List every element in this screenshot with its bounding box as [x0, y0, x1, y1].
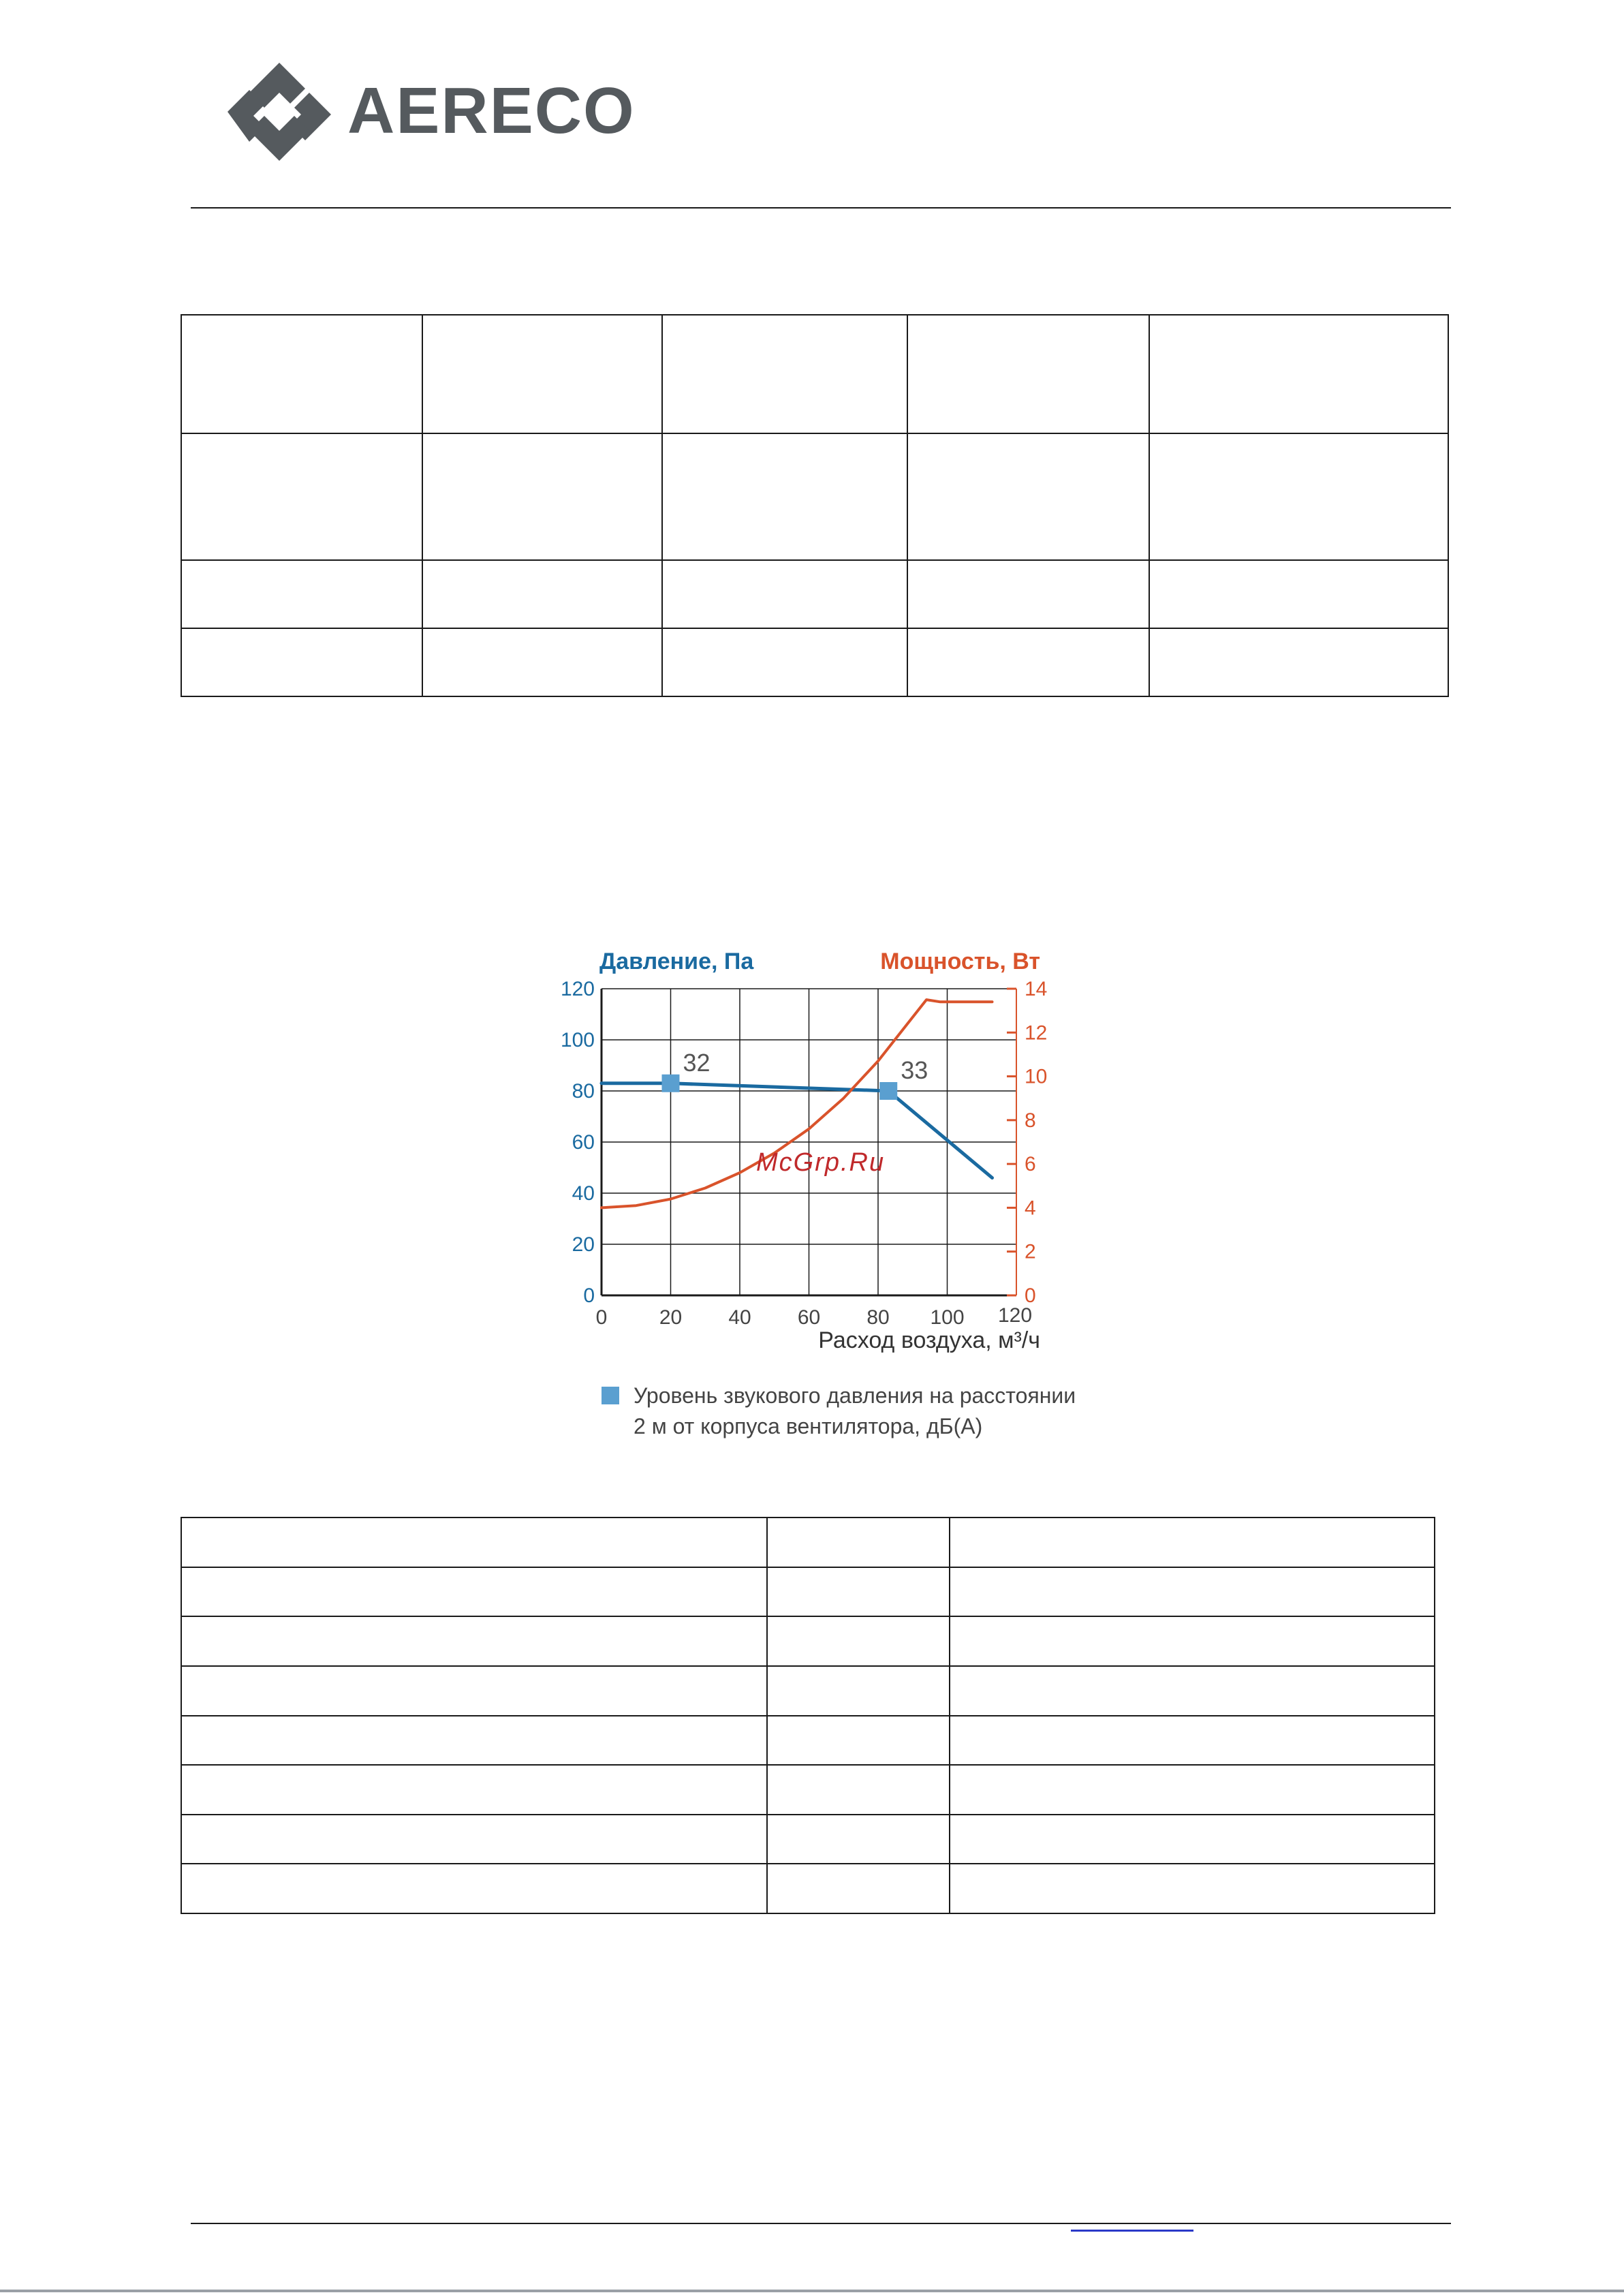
bottom-table — [181, 1517, 1435, 1914]
table-cell — [181, 1518, 767, 1567]
y-right-tick-label: 0 — [1025, 1284, 1036, 1307]
table-cell — [767, 1518, 950, 1567]
x-tick-label: 40 — [728, 1306, 751, 1329]
x-tick-label: 20 — [659, 1306, 683, 1329]
table-cell — [181, 560, 422, 628]
legend-swatch — [602, 1387, 619, 1404]
table-cell — [950, 1765, 1435, 1815]
header-divider — [191, 207, 1451, 209]
x-tick-label: 80 — [866, 1306, 890, 1329]
chart-markers — [662, 1049, 928, 1100]
chart-title-right: Мощность, Вт — [880, 949, 1040, 974]
x-tick-label: 120 — [997, 1304, 1033, 1327]
chart-title-left: Давление, Па — [599, 949, 754, 974]
table-cell — [950, 1518, 1435, 1567]
table-cell — [1149, 628, 1448, 696]
table-cell — [181, 628, 422, 696]
table-cell — [767, 1716, 950, 1766]
x-tick-label: 100 — [930, 1306, 965, 1329]
legend-text-line-1: Уровень звукового давления на расстоянии — [634, 1383, 1076, 1408]
table-cell — [181, 1567, 767, 1617]
top-table — [181, 314, 1449, 697]
table-cell — [662, 560, 907, 628]
table-cell — [422, 315, 662, 433]
table-cell — [181, 1765, 767, 1815]
table-cell — [181, 1616, 767, 1666]
table-cell — [767, 1567, 950, 1617]
page-bottom-rule — [0, 2290, 1624, 2292]
y-left-tick-label: 120 — [560, 978, 595, 1000]
table-cell — [422, 560, 662, 628]
aereco-logo-icon — [225, 60, 334, 164]
y-left-tick-label: 60 — [572, 1131, 595, 1154]
footer-link-underline[interactable] — [1071, 2230, 1193, 2232]
table-cell — [767, 1616, 950, 1666]
y-right-tick-label: 12 — [1025, 1021, 1048, 1045]
table-cell — [907, 628, 1149, 696]
y-right-tick-label: 14 — [1025, 978, 1048, 1000]
table-cell — [907, 560, 1149, 628]
table-cell — [662, 628, 907, 696]
table-cell — [950, 1567, 1435, 1617]
table-cell — [422, 628, 662, 696]
table-cell — [767, 1864, 950, 1913]
table-cell — [662, 433, 907, 560]
table-cell — [181, 1864, 767, 1913]
table-cell — [1149, 433, 1448, 560]
table-cell — [907, 433, 1149, 560]
table-cell — [950, 1666, 1435, 1716]
y-left-tick-label: 80 — [572, 1080, 595, 1103]
y-left-tick-label: 100 — [560, 1029, 595, 1051]
chart-watermark: McGrp.Ru — [756, 1148, 886, 1177]
table-cell — [181, 433, 422, 560]
table-cell — [907, 315, 1149, 433]
table-cell — [181, 1666, 767, 1716]
table-cell — [181, 1815, 767, 1864]
chart-x-axis-label: Расход воздуха, м³/ч — [818, 1327, 1040, 1353]
table-cell — [950, 1864, 1435, 1913]
table-cell — [950, 1616, 1435, 1666]
y-right-tick-label: 8 — [1025, 1109, 1036, 1132]
footer-divider — [191, 2223, 1451, 2224]
y-left-tick-label: 20 — [572, 1233, 595, 1256]
y-right-tick-label: 10 — [1025, 1065, 1048, 1088]
table-cell — [1149, 560, 1448, 628]
sound-level-marker — [879, 1082, 897, 1100]
y-right-tick-label: 2 — [1025, 1240, 1036, 1263]
brand-name: AERECO — [347, 74, 636, 147]
sound-level-marker-label: 32 — [683, 1048, 710, 1077]
table-cell — [181, 1716, 767, 1766]
y-left-tick-label: 0 — [583, 1284, 595, 1307]
table-cell — [767, 1666, 950, 1716]
table-cell — [950, 1815, 1435, 1864]
table-cell — [181, 315, 422, 433]
chart-grid — [602, 989, 1016, 1295]
table-cell — [767, 1815, 950, 1864]
table-cell — [662, 315, 907, 433]
legend-text-line-2: 2 м от корпуса вентилятора, дБ(А) — [634, 1414, 983, 1438]
table-cell — [1149, 315, 1448, 433]
sound-level-marker-label: 33 — [901, 1056, 928, 1084]
x-tick-label: 0 — [595, 1306, 608, 1329]
y-right-tick-label: 4 — [1025, 1197, 1036, 1220]
fan-performance-chart — [531, 927, 1090, 1458]
x-tick-label: 60 — [797, 1306, 821, 1329]
table-cell — [950, 1716, 1435, 1766]
y-right-tick-label: 6 — [1025, 1153, 1036, 1176]
table-cell — [767, 1765, 950, 1815]
y-left-tick-label: 40 — [572, 1182, 595, 1205]
sound-level-marker — [662, 1075, 680, 1092]
table-cell — [422, 433, 662, 560]
